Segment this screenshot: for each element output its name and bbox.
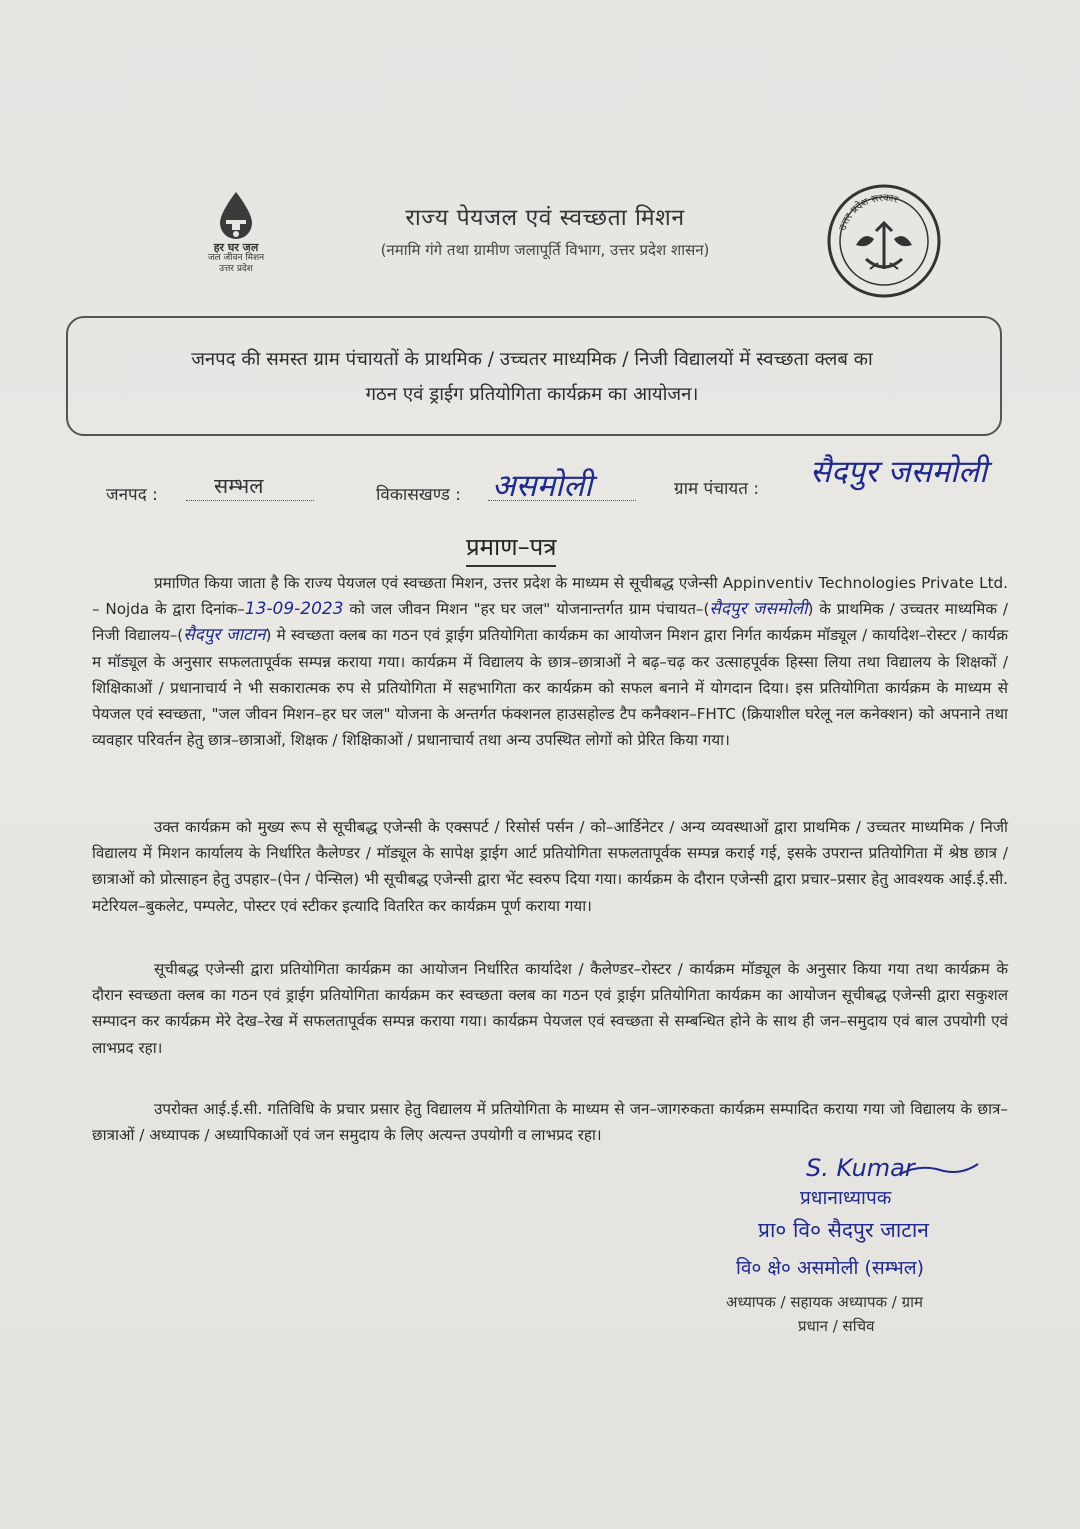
signature-role: प्रधानाध्यापक xyxy=(800,1187,892,1209)
para2-text: उक्त कार्यक्रम को मुख्य रूप से सूचीबद्ध एजेन्सी के एक्सपर्ट / रिसोर्स पर्सन / को–आर्डिनेटर / अन्य व्यवस्थाओं द्वारा प्राथमिक / उच्चतर माध्यमिक / निजी विद्यालय में मिशन कार्यालय के निर्धारित कैलेण्डर / मॉड्यूल के सापेक्ष ड्राईग आर्ट प्रतियोगिता सफलतापूर्वक सम्पन्न कराई गई, इसके उपरान्त प्रतियोगिता में श्रेष्ठ छात्र / छात्राओं को प्रोत्साहन हेतु उपहार–(पेन / पेन्सिल) भी सूचीबद्ध एजेन्सी द्वारा भेंट स्वरुप दिया गया। कार्यक्रम के दौरान एजेन्सी द्वारा प्रचार–प्रसार हेतु आवश्यक आई.ई.सी. मटेरियल–बुकलेट, पम्पलेट, पोस्टर एवं स्टीकर इत्यादि वितरित कर कार्यक्रम पूर्ण कराया गया। xyxy=(92,818,1008,915)
para3-text: सूचीबद्ध एजेन्सी द्वारा प्रतियोगिता कार्यक्रम का आयोजन निर्धारित कार्यादेश / कैलेण्डर–रोस्टर / कार्यक्रम मॉड्यूल के अनुसार किया गया तथा कार्यक्रम के दौरान स्वच्छता क्लब का गठन एवं ड्राईग प्रतियोगिता कार्यक्रम कर स्वच्छता क्लब का गठन एवं ड्राईग प्रतियोगिता कार्यक्रम का आयोजन सूचीबद्ध एजेन्सी द्वारा सकुशल सम्पादन कर कार्यक्रम मेरे देख–रेख में सफलतापूर्वक सम्पन्न कराया गया। कार्यक्रम पेयजल एवं स्वच्छता से सम्बन्धित होने के साथ ही जन–समुदाय एवं बाल उपयोगी एवं लाभप्रद रहा। xyxy=(92,960,1008,1057)
gram-panchayat-handwritten: सैदपुर जसमोली xyxy=(709,599,808,620)
subject-line-1: जनपद की समस्त ग्राम पंचायतों के प्राथमिक / उच्चतर माध्यमिक / निजी विद्यालयों में स्वच्छता क्लब का xyxy=(191,349,873,370)
certificate-title: प्रमाण–पत्र xyxy=(466,530,556,567)
subject-box xyxy=(66,316,1002,436)
paragraph-3 xyxy=(92,956,1008,1061)
logo-caption-3: उत्तर प्रदेश xyxy=(219,264,253,274)
logo-caption-1: हर घर जल xyxy=(213,241,259,254)
vikaskhand-value: असमोली xyxy=(492,468,593,504)
signature-printed-line-2: प्रधान / सचिव xyxy=(798,1317,875,1335)
program-date: 13-09-2023 xyxy=(244,599,344,620)
paragraph-4 xyxy=(92,1096,1008,1148)
subject-line-2: गठन एवं ड्राईग प्रतियोगिता कार्यक्रम का आयोजन। xyxy=(365,384,699,405)
gram-panchayat-value: सैदपुर जसमोली xyxy=(810,454,988,490)
para1-part-a: प्रमाणित किया जाता है कि राज्य पेयजल एवं स्वच्छता मिशन, उत्तर प्रदेश के माध्यम से सूचीबद्ध एजेन्सी Appinventiv Technologies Private Ltd. – Nojda के द्वारा दिनांक– xyxy=(92,574,1008,619)
signature-school: प्रा० वि० सैदपुर जाटान xyxy=(758,1218,929,1242)
paragraph-2 xyxy=(92,814,1008,919)
para1-part-d: ) मे स्वच्छता क्लब का गठन एवं ड्राईग प्रतियोगिता कार्यक्रम का आयोजन मिशन द्वारा निर्गत कार्यक्रम मॉड्यूल / कार्यादेश–रोस्टर / कार्यक्र म मॉड्यूल के अनुसार सफलतापूर्वक सम्पन्न कराया गया। कार्यक्रम में विद्यालय के छात्र–छात्राओं ने बढ़–चढ़ कर उत्साहपूर्वक हिस्सा लिया तथा विद्यालय के शिक्षकों / शिक्षिकाओं / प्रधानाचार्य ने भी सकारात्मक रुप से प्रतियोगिता में सहभागिता कर कार्यक्रम को सफल बनाने में योगदान दिया। इस प्रतियोगिता कार्यक्रम के माध्यम से पेयजल एवं स्वच्छता, "जल जीवन मिशन–हर घर जल" योजना के अन्तर्गत फंक्शनल हाउसहोल्ड टैप कनैक्शन–FHTC (क्रियाशील घरेलू नल कनेक्शन) को अपनाने तथा व्यवहार परिवर्तन हेतु छात्र–छात्राओं, शिक्षक / शिक्षिकाओं / प्रधानाचार्य तथा अन्य उपस्थित लोगों को प्रेरित किया गया। xyxy=(92,626,1008,750)
up-government-emblem-icon xyxy=(826,183,942,299)
para4-text: उपरोक्त आई.ई.सी. गतिविधि के प्रचार प्रसार हेतु विद्यालय में प्रतियोगिता के माध्यम से जन–जागरुकता कार्यक्रम सम्पादित कराया गया जो विद्यालय के छात्र–छात्राओं / अध्यापक / अध्यापिकाओं एवं जन समुदाय के लिए अत्यन्त उपयोगी व लाभप्रद रहा। xyxy=(92,1100,1008,1145)
signature-block: वि० क्षे० असमोली (सम्भल) xyxy=(736,1257,925,1279)
water-drop-icon xyxy=(214,190,258,242)
signature-name: S. Kumar xyxy=(806,1154,915,1182)
vikaskhand-label: विकासखण्ड : xyxy=(376,485,462,505)
paragraph-1 xyxy=(92,570,1008,753)
school-name-handwritten: सैदपुर जाटान xyxy=(183,625,266,646)
mission-title: राज्य पेयजल एवं स्वच्छता मिशन xyxy=(405,205,685,231)
logo-caption-2: जल जीवन मिशन xyxy=(207,253,265,263)
janpad-value: सम्भल xyxy=(214,474,264,498)
signature-stroke xyxy=(900,1160,980,1180)
svg-text:उत्तर प्रदेश सरकार: उत्तर प्रदेश सरकार xyxy=(837,192,900,233)
har-ghar-jal-logo xyxy=(186,190,286,290)
location-fields-row xyxy=(0,454,1080,524)
gram-panchayat-label: ग्राम पंचायत : xyxy=(674,479,760,499)
mission-subtitle: (नमामि गंगे तथा ग्रामीण जलापूर्ति विभाग, उत्तर प्रदेश शासन) xyxy=(380,241,710,259)
signature-area xyxy=(700,1150,1060,1350)
janpad-label: जनपद : xyxy=(106,485,158,505)
para1-part-b: को जल जीवन मिशन "हर घर जल" योजनान्तर्गत ग्राम पंचायत–( xyxy=(343,600,710,619)
signature-printed-line-1: अध्यापक / सहायक अध्यापक / ग्राम xyxy=(726,1293,923,1311)
para1-part-c: ) के प्राथमिक / उच्चतर माध्यमिक / निजी विद्यालय–( xyxy=(92,600,1008,645)
header-title-block xyxy=(330,200,760,260)
